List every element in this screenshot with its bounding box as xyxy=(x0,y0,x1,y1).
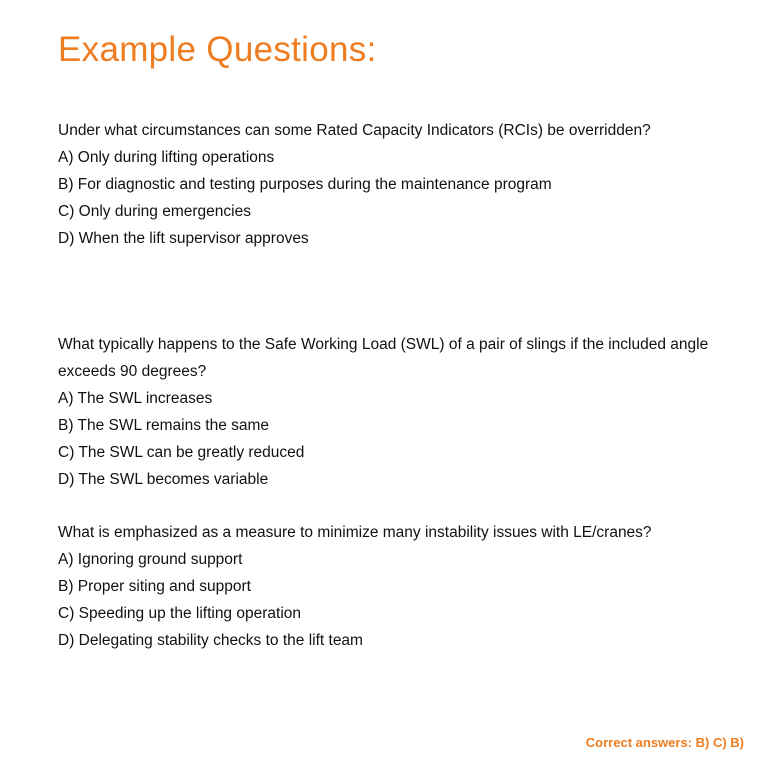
option-c: C) Speeding up the lifting operation xyxy=(58,605,301,622)
option-a: A) Ignoring ground support xyxy=(58,551,243,568)
option-d: D) Delegating stability checks to the lift team xyxy=(58,632,363,649)
option-c: C) The SWL can be greatly reduced xyxy=(58,444,305,461)
option-b: B) For diagnostic and testing purposes during the maintenance program xyxy=(58,176,552,193)
options-list xyxy=(58,144,738,252)
question-block-2 xyxy=(58,331,738,493)
option-d: D) The SWL becomes variable xyxy=(58,471,269,488)
question-text: Under what circumstances can some Rated Capacity Indicators (RCIs) be overridden? xyxy=(58,122,651,139)
page-title: Example Questions: xyxy=(58,30,377,69)
question-text: What is emphasized as a measure to minimize many instability issues with LE/cranes? xyxy=(58,524,652,541)
correct-answers: Correct answers: B) C) B) xyxy=(585,735,744,750)
options-list xyxy=(58,385,738,493)
question-block-3 xyxy=(58,519,738,654)
option-a: A) The SWL increases xyxy=(58,390,213,407)
option-a: A) Only during lifting operations xyxy=(58,149,275,166)
question-text: What typically happens to the Safe Working Load (SWL) of a pair of slings if the included angle exceeds 90 degrees? xyxy=(58,336,709,380)
option-d: D) When the lift supervisor approves xyxy=(58,230,309,247)
option-b: B) The SWL remains the same xyxy=(58,417,270,434)
question-block-1 xyxy=(58,117,738,252)
options-list xyxy=(58,546,738,654)
option-c: C) Only during emergencies xyxy=(58,203,251,220)
option-b: B) Proper siting and support xyxy=(58,578,251,595)
